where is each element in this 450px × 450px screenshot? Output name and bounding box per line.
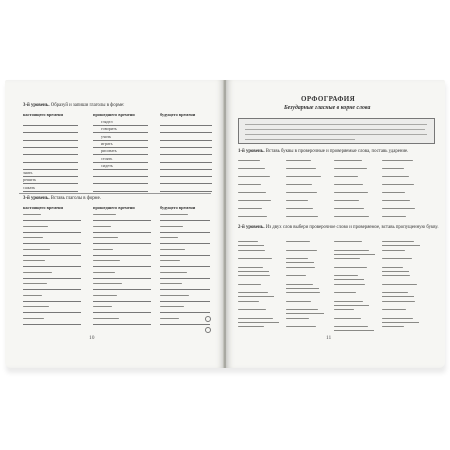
exercise-word (334, 216, 369, 217)
exercise-word (382, 309, 406, 310)
exercise-word (238, 275, 270, 276)
answer-line (382, 271, 409, 272)
answer-line (23, 324, 81, 325)
rule-box (238, 118, 435, 144)
right-page-number: 11 (326, 335, 332, 341)
exercise-word (286, 284, 313, 285)
answer-line (23, 220, 81, 221)
cell-text-line (93, 249, 113, 250)
answer-line (160, 154, 212, 155)
exercise-word (238, 208, 262, 209)
exercise-word (286, 267, 315, 268)
past-form-cell: стоять (101, 155, 113, 161)
answer-line (23, 162, 78, 163)
answer-line (93, 289, 151, 290)
exercise-word (286, 216, 318, 217)
answer-line (93, 301, 151, 302)
cell-text-line (23, 318, 44, 319)
exercise-word (286, 208, 313, 209)
left-task2 (23, 197, 101, 202)
exercise-word (286, 275, 306, 276)
answer-line (160, 162, 212, 163)
exercise-word (286, 309, 318, 310)
col2-header-present: настоящего времени (23, 205, 63, 210)
left-task1-text: Образуй и запиши глаголы в форме: (50, 103, 125, 108)
left-task1-label: 3-й уровень. (23, 103, 50, 108)
rule-text-line (245, 139, 355, 140)
exercise-word (334, 292, 356, 293)
exercise-word (238, 284, 261, 285)
answer-line (23, 147, 78, 148)
answer-line (23, 125, 78, 126)
answer-line (160, 191, 212, 192)
answer-line (286, 262, 314, 263)
exercise-word (286, 241, 310, 242)
exercise-word (382, 301, 415, 302)
answer-line (23, 301, 81, 302)
exercise-word (334, 318, 361, 319)
exercise-word (334, 258, 360, 259)
exercise-word (286, 176, 321, 177)
rule-text-line (245, 124, 427, 125)
cell-text-line (160, 226, 183, 227)
past-form-cell: глядел (101, 119, 113, 124)
answer-line (160, 324, 210, 325)
past-form-cell: сидеть (101, 162, 113, 168)
answer-line (23, 191, 78, 192)
exercise-word (382, 275, 410, 276)
exercise-word (334, 241, 362, 242)
exercise-word (238, 301, 259, 302)
cell-text-line (93, 283, 122, 284)
right-page (226, 80, 445, 368)
answer-line (286, 313, 324, 314)
answer-line (93, 255, 151, 256)
exercise-word (286, 192, 317, 193)
answer-line (93, 169, 148, 170)
answer-line (334, 279, 364, 280)
answer-line (160, 255, 210, 256)
exercise-word (382, 160, 413, 161)
cell-text-line (160, 306, 184, 307)
left-page-number: 10 (89, 335, 95, 341)
exercise-word (238, 318, 273, 319)
answer-line (238, 322, 279, 323)
right-task2-label: 2-й уровень. (238, 225, 265, 230)
section-subtitle: Безударные гласные в корне слова (284, 105, 371, 111)
answer-line (23, 289, 81, 290)
answer-line (93, 266, 151, 267)
left-task1 (23, 104, 125, 109)
exercise-word (334, 301, 363, 302)
exercise-word (382, 284, 417, 285)
answer-line (334, 330, 374, 331)
cell-text-line (23, 295, 42, 296)
right-task2 (238, 226, 439, 231)
cell-text-line (160, 295, 189, 296)
cell-text-line (93, 272, 115, 273)
exercise-word (238, 176, 270, 177)
answer-line (93, 278, 151, 279)
exercise-word (334, 309, 354, 310)
answer-line (334, 305, 369, 306)
cell-text-line (160, 272, 187, 273)
past-form-cell: учить (101, 133, 112, 139)
cell-text-line (23, 237, 43, 238)
cell-text-line (160, 249, 185, 250)
exercise-word (238, 184, 261, 185)
answer-line (23, 232, 81, 233)
cell-text-line (160, 318, 179, 319)
col2-header-past: прошедшего времени (93, 205, 135, 210)
left-page (5, 80, 224, 368)
past-form-cell: играть (101, 140, 113, 146)
exercise-word (334, 176, 358, 177)
exercise-word (286, 258, 308, 259)
answer-line (23, 278, 81, 279)
divider (19, 193, 211, 194)
exercise-word (286, 184, 312, 185)
answer-line (160, 176, 212, 177)
answer-line (160, 289, 210, 290)
exercise-word (382, 216, 406, 217)
answer-line (93, 243, 151, 244)
exercise-word (382, 208, 415, 209)
right-task2-text: Из двух слов выбери проверочное слово и проверяемое, вставь пропущенную букву. (265, 225, 439, 230)
left-task2-label: 3-й уровень. (23, 196, 50, 201)
exercise-word (382, 250, 405, 251)
rule-text-line (245, 129, 425, 130)
answer-line (23, 312, 81, 313)
answer-line (160, 301, 210, 302)
exercise-word (238, 160, 260, 161)
present-form-cell: сажать (23, 184, 36, 190)
right-task1-label: 1-й уровень. (238, 149, 265, 154)
answer-line (160, 140, 212, 141)
cell-text-line (160, 283, 182, 284)
cell-text-line (160, 260, 180, 261)
answer-line (238, 296, 274, 297)
answer-line (160, 220, 210, 221)
exercise-word (334, 160, 362, 161)
col-header-past: прошедшего времени (93, 112, 135, 117)
workbook-spread (5, 80, 445, 368)
exercise-word (382, 192, 405, 193)
answer-line (23, 243, 81, 244)
answer-circle (205, 327, 211, 333)
cell-text-line (23, 249, 50, 250)
cell-text-line (23, 214, 41, 215)
exercise-word (334, 168, 367, 169)
exercise-word (286, 318, 309, 319)
exercise-word (382, 318, 413, 319)
answer-line (334, 254, 375, 255)
exercise-word (238, 258, 272, 259)
exercise-word (382, 267, 403, 268)
answer-line (93, 191, 148, 192)
answer-line (160, 312, 210, 313)
exercise-word (382, 168, 404, 169)
col-header-future: будущего времени (160, 112, 196, 117)
answer-line (23, 140, 78, 141)
cell-text-line (93, 295, 117, 296)
answer-line (23, 266, 81, 267)
right-task1-text: Вставь буквы в проверочные и проверяемые слова, поставь ударение. (265, 149, 409, 154)
cell-text-line (93, 226, 111, 227)
answer-line (160, 169, 212, 170)
answer-line (93, 176, 148, 177)
col2-header-future: будущего времени (160, 205, 196, 210)
exercise-word (238, 216, 267, 217)
answer-line (23, 132, 78, 133)
present-form-cell: решить (23, 177, 37, 183)
exercise-word (238, 250, 265, 251)
exercise-word (286, 250, 317, 251)
answer-line (160, 147, 212, 148)
answer-line (93, 183, 148, 184)
answer-line (160, 243, 210, 244)
exercise-word (334, 208, 364, 209)
answer-line (160, 278, 210, 279)
exercise-word (286, 200, 308, 201)
answer-line (93, 232, 151, 233)
cell-text-line (23, 272, 52, 273)
answer-line (93, 324, 151, 325)
answer-line (160, 232, 210, 233)
exercise-word (286, 292, 320, 293)
left-task2-text: Вставь глаголы в форме. (50, 196, 101, 201)
exercise-word (382, 258, 412, 259)
section-title: ОРФОГРАФИЯ (301, 95, 356, 103)
answer-line (23, 255, 81, 256)
exercise-word (382, 292, 408, 293)
exercise-word (238, 267, 263, 268)
exercise-word (238, 309, 266, 310)
exercise-word (286, 326, 316, 327)
answer-line (238, 245, 264, 246)
cell-text-line (23, 226, 48, 227)
cell-text-line (93, 318, 119, 319)
exercise-word (238, 326, 264, 327)
exercise-word (334, 192, 368, 193)
cell-text-line (93, 260, 120, 261)
cell-text-line (23, 260, 45, 261)
exercise-word (334, 250, 369, 251)
cell-text-line (93, 237, 118, 238)
answer-line (160, 266, 210, 267)
exercise-word (382, 200, 410, 201)
cell-text-line (23, 283, 47, 284)
cell-text-line (23, 306, 49, 307)
cell-text-line (160, 237, 178, 238)
exercise-word (238, 200, 271, 201)
answer-line (160, 183, 212, 184)
exercise-word (238, 168, 265, 169)
exercise-word (334, 200, 359, 201)
cell-text-line (93, 214, 116, 215)
exercise-word (334, 184, 363, 185)
answer-line (382, 296, 414, 297)
right-task1 (238, 150, 408, 155)
rule-text-line (245, 134, 427, 135)
answer-line (160, 132, 212, 133)
exercise-word (286, 160, 311, 161)
exercise-word (334, 284, 365, 285)
exercise-word (382, 184, 414, 185)
exercise-word (382, 241, 414, 242)
exercise-word (334, 326, 368, 327)
col-header-present: настоящего времени (23, 112, 63, 117)
cell-text-line (93, 306, 112, 307)
answer-line (93, 312, 151, 313)
answer-line (382, 245, 420, 246)
answer-line (238, 271, 269, 272)
exercise-word (382, 326, 404, 327)
exercise-word (382, 176, 409, 177)
past-form-cell: говорить (101, 126, 117, 132)
exercise-word (238, 192, 266, 193)
answer-line (23, 154, 78, 155)
exercise-word (286, 168, 316, 169)
answer-line (382, 322, 419, 323)
exercise-word (334, 267, 367, 268)
answer-circle (205, 316, 211, 322)
cell-text-line (160, 214, 188, 215)
answer-line (93, 220, 151, 221)
present-form-cell: знать (23, 170, 33, 176)
past-form-cell: рисовать (101, 148, 117, 154)
answer-line (160, 125, 212, 126)
answer-line (286, 288, 319, 289)
exercise-word (238, 241, 258, 242)
exercise-word (286, 301, 311, 302)
exercise-word (334, 275, 358, 276)
exercise-word (238, 292, 268, 293)
